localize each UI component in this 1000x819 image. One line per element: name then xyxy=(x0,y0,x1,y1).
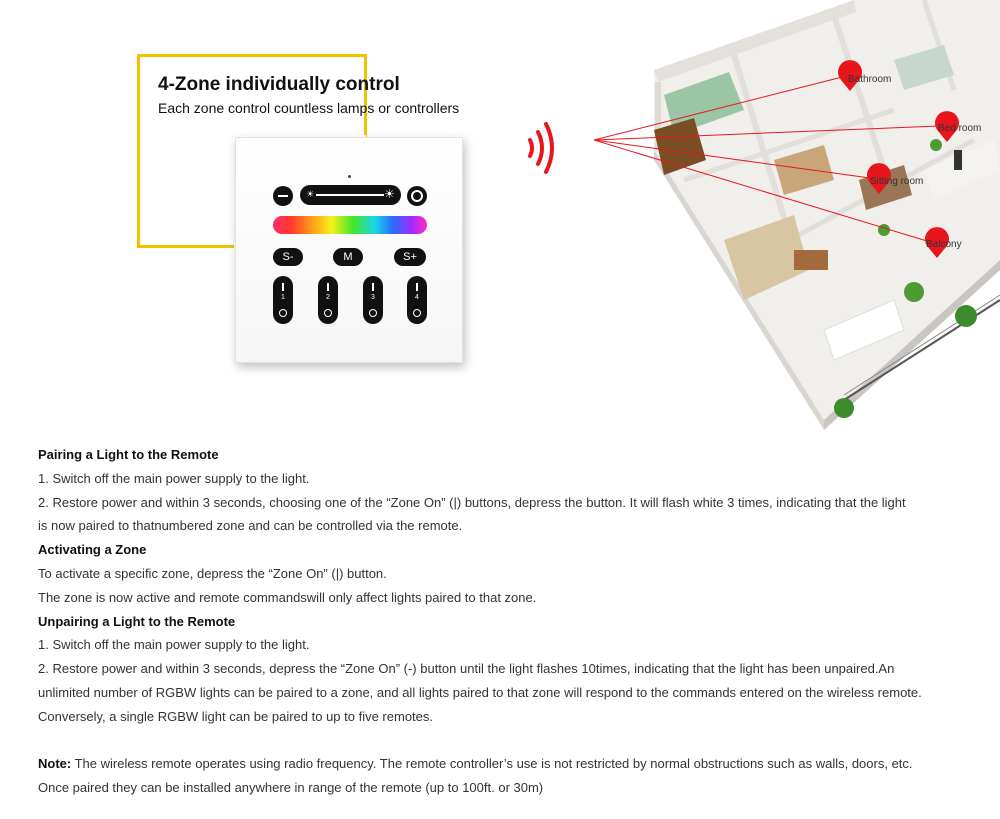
mode-button: M xyxy=(333,248,363,266)
zone-2-button: 2 xyxy=(318,276,338,324)
zone-4-button: 4 xyxy=(407,276,427,324)
unpairing-step-1: 1. Switch off the main power supply to the light. xyxy=(38,637,310,653)
banner-subline: Each zone control countless lamps or controllers xyxy=(158,100,460,116)
note-label: Note: xyxy=(38,756,72,772)
activating-line-1: To activate a specific zone, depress the “Zone On” (|) button. xyxy=(38,565,387,581)
brightness-high-icon: ☀ xyxy=(384,187,395,201)
unpairing-step-2c: Conversely, a single RGBW light can be paired to up to five remotes. xyxy=(38,708,434,724)
note-line-2: Once paired they can be installed anywhere in range of the remote (up to 100ft. or 30m) xyxy=(38,780,544,796)
brightness-slider xyxy=(300,185,401,205)
pairing-heading: Pairing a Light to the Remote xyxy=(38,447,219,462)
svg-text:Bed room: Bed room xyxy=(938,123,982,134)
instructions-text xyxy=(38,443,973,800)
activating-line-2: The zone is now active and remote commandswill only affect lights paired to that zone. xyxy=(38,589,537,605)
banner-headline: 4-Zone individually control xyxy=(158,74,400,95)
speed-down-button: S- xyxy=(273,248,303,266)
brightness-low-icon: ☀ xyxy=(306,189,315,199)
svg-text:Sitting room: Sitting room xyxy=(870,176,924,187)
unpairing-step-2a: 2. Restore power and within 3 seconds, depress the “Zone On” (-) button until the light flashes 10times, indicating that the light has been unpaired.An xyxy=(38,661,895,677)
pairing-step-1: 1. Switch off the main power supply to the light. xyxy=(38,470,310,486)
svg-text:Balcony: Balcony xyxy=(926,239,962,250)
zone-3-button: 3 xyxy=(363,276,383,324)
remote-wall-panel xyxy=(235,137,463,363)
note-line-1 xyxy=(38,752,973,776)
color-wheel-strip xyxy=(273,216,427,234)
indicator-dot xyxy=(348,175,351,178)
house-floorplan-illustration xyxy=(594,0,1000,430)
note-text: The wireless remote operates using radio frequency. The remote controller’s use is not restricted by normal obstructions such as walls, doors, etc. xyxy=(71,756,913,772)
pairing-step-2a: 2. Restore power and within 3 seconds, choosing one of the “Zone On” (|) buttons, depress the button. It will flash white 3 times, indicating that the light xyxy=(38,494,906,510)
pairing-step-2b: is now paired to thatnumbered zone and can be controlled via the remote. xyxy=(38,518,463,534)
speed-up-button: S+ xyxy=(394,248,426,266)
unpairing-heading: Unpairing a Light to the Remote xyxy=(38,613,236,629)
zone-1-button: 1 xyxy=(273,276,293,324)
unpairing-step-2b: unlimited number of RGBW lights can be paired to a zone, and all lights paired to that zone will respond to the commands entered on the wireless remote. xyxy=(38,684,922,700)
activating-heading: Activating a Zone xyxy=(38,542,147,558)
wireless-signal-icon xyxy=(522,118,562,178)
minus-icon xyxy=(273,186,293,206)
svg-text:Bathroom: Bathroom xyxy=(848,74,892,85)
power-icon xyxy=(407,186,427,206)
